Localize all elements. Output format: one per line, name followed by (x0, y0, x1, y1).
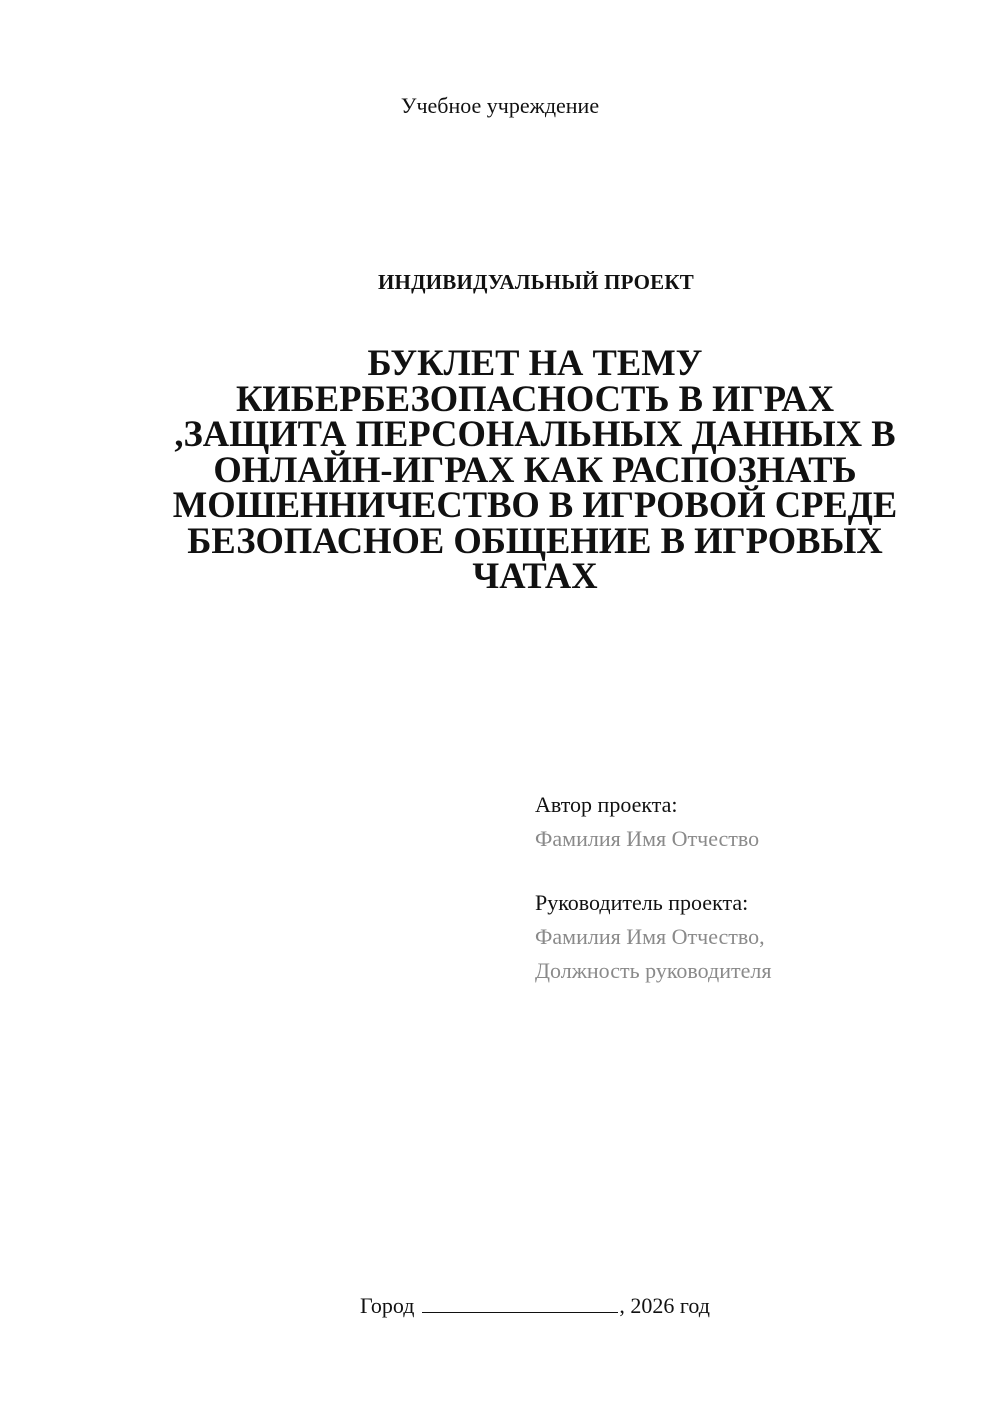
title-line: ОНЛАЙН-ИГРАХ КАК РАСПОЗНАТЬ (213, 448, 857, 490)
project-type-heading: ИНДИВИДУАЛЬНЫЙ ПРОЕКТ (378, 270, 694, 294)
supervisor-label: Руководитель проекта: (535, 890, 749, 915)
author-name-placeholder: Фамилия Имя Отчество (535, 826, 760, 851)
title-line: ЧАТАХ (472, 555, 598, 596)
title-line: КИБЕРБЕЗОПАСНОСТЬ В ИГРАХ (235, 377, 835, 419)
title-line: МОШЕННИЧЕСТВО В ИГРОВОЙ СРЕДЕ (172, 484, 898, 525)
city-year-line (0, 1290, 1000, 1321)
supervisor-name-placeholder: Фамилия Имя Отчество, (535, 924, 765, 949)
author-label: Автор проекта: (535, 792, 678, 817)
city-label: Город (360, 1293, 415, 1318)
title-line: БЕЗОПАСНОЕ ОБЩЕНИЕ В ИГРОВЫХ (187, 519, 883, 561)
title-line: БУКЛЕТ НА ТЕМУ (367, 342, 703, 383)
year-text: , 2026 год (619, 1293, 710, 1318)
institution-name: Учебное учреждение (400, 93, 600, 118)
title-line: ,ЗАЩИТА ПЕРСОНАЛЬНЫХ ДАННЫХ В (174, 413, 896, 454)
supervisor-position-placeholder: Должность руководителя (535, 958, 772, 983)
credits-spacer (535, 856, 975, 886)
city-blank-underline (422, 1290, 618, 1313)
credits-block (535, 788, 975, 988)
project-title (130, 342, 940, 596)
